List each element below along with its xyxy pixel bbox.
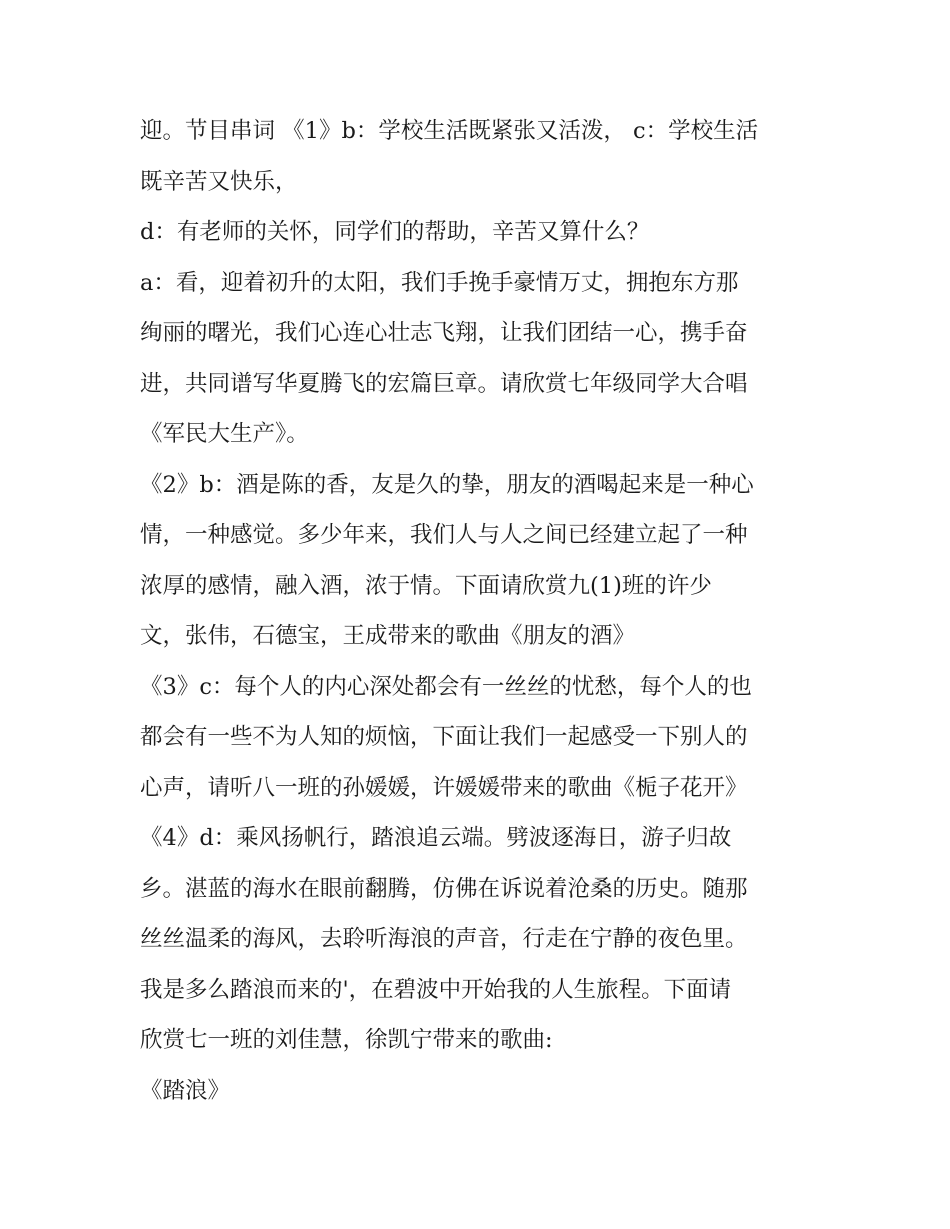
text-line-8: 《2》b：酒是陈的香，友是久的挚，朋友的酒喝起来是一种心 (140, 471, 754, 498)
text-line-5: 绚丽的曙光，我们心连心壮志飞翔，让我们团结一心，携手奋 (140, 320, 748, 346)
text-line-2: 既辛苦又快乐， (140, 168, 298, 195)
text-line-3: d：有老师的关怀，同学们的帮助，辛苦又算什么？ (140, 219, 650, 245)
text-line-1: 迎。节目串词 《1》b：学校生活既紧张又活泼， c：学校生活 (140, 118, 759, 144)
text-line-9: 情，一种感觉。多少年来，我们人与人之间已经建立起了一种 (140, 522, 748, 548)
text-line-4: a：看，迎着初升的太阳，我们手挽手豪情万丈，拥抱东方那 (140, 269, 739, 296)
text-line-16: 乡。湛蓝的海水在眼前翻腾，仿佛在诉说着沧桑的历史。随那 (140, 875, 748, 902)
document-body (140, 106, 820, 1116)
text-line-17: 丝丝温柔的海风，去聆听海浪的声音，行走在宁静的夜色里。 (140, 926, 748, 952)
text-line-10: 浓厚的感情，融入酒，浓于情。下面请欣赏九(1)班的许少 (140, 572, 712, 599)
text-line-11: 文，张伟，石德宝，王成带来的歌曲《朋友的酒》 (140, 623, 636, 649)
text-line-20: 《踏浪》 (140, 1077, 231, 1104)
text-line-13: 都会有一些不为人知的烦恼，下面让我们一起感受一下别人的 (140, 724, 748, 750)
text-line-7: 《军民大生产》。 (140, 421, 309, 447)
text-line-18: 我是多么踏浪而来的'，在碧波中开始我的人生旅程。下面请 (140, 976, 732, 1003)
text-line-12: 《3》c：每个人的内心深处都会有一丝丝的忧愁，每个人的也 (140, 673, 752, 700)
text-line-19: 欣赏七一班的刘佳慧，徐凯宁带来的歌曲: (140, 1027, 553, 1053)
text-line-14: 心声，请听八一班的孙媛媛，许媛媛带来的歌曲《栀子花开》 (140, 774, 748, 801)
text-line-6: 进，共同谱写华夏腾飞的宏篇巨章。请欣赏七年级同学大合唱 (140, 370, 748, 397)
text-line-15: 《4》d：乘风扬帆行，踏浪追云端。劈波逐海日，游子归故 (140, 825, 732, 851)
